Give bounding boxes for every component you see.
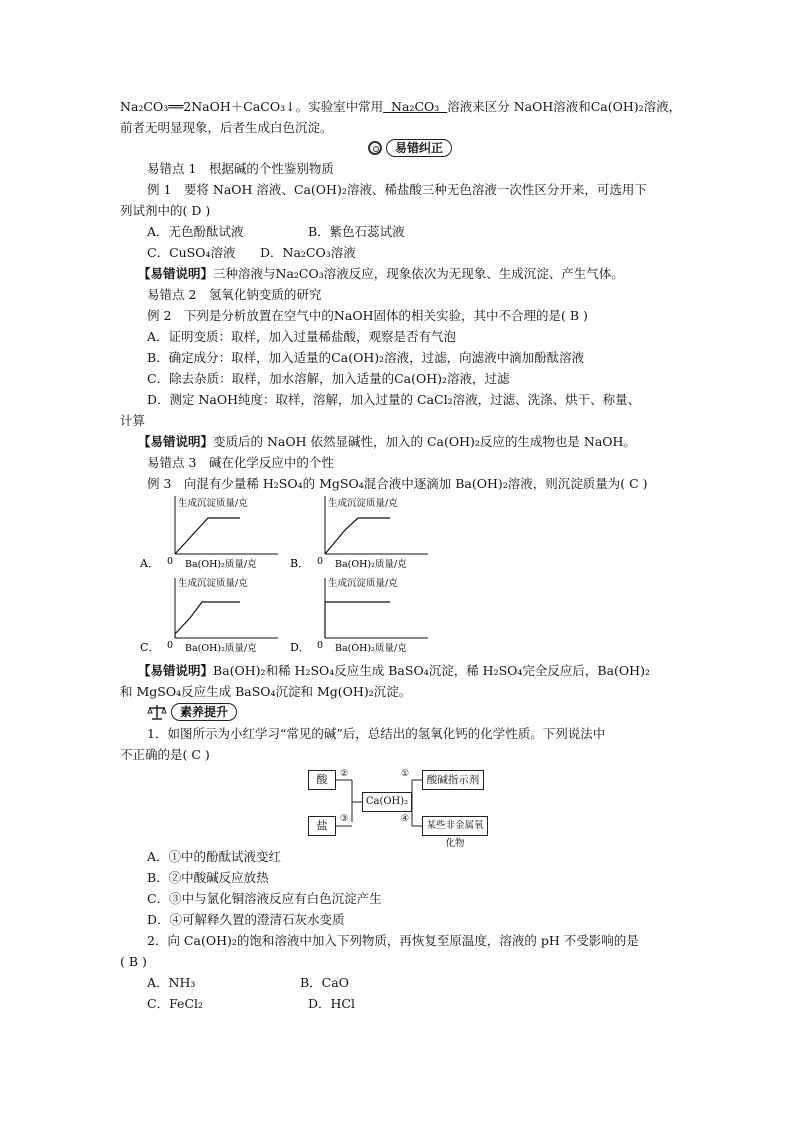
answer-blank [383,99,447,114]
graph-curve [325,518,390,554]
graph-label: B． [290,557,310,570]
example-1-option-c: C．CuSO₄溶液 [147,245,236,260]
graph-d [290,574,430,656]
diagram-salt: 盐 [308,816,336,836]
error-point-3-heading: 易错点 3 碱在化学反应中的个性 [147,455,334,470]
question-1-option-d: D．④可解释久置的澄清石灰水变质 [147,912,345,927]
example-1-stem: 例 1 要将 NaOH 溶液、Ca(OH)₂溶液、稀盐酸三种无色溶液一次性区分开来，可选用下 [147,182,647,197]
question-1-option-b: B．②中酸碱反应放热 [147,870,269,885]
question-1-option-c: C．③中与氯化铜溶液反应有白色沉淀产生 [147,891,382,906]
graph-y-axis-label: 生成沉淀质量/克 [178,578,248,589]
graph-x-axis-label: Ba(OH)₂质量/克 [335,643,407,654]
graph-y-axis-label: 生成沉淀质量/克 [328,578,398,589]
question-1-stem-cont: 不正确的是( C ) [120,747,210,762]
diagram-number-2: ② [340,769,349,779]
example-2-option-c: C．除去杂质：取样，加水溶解，加入适量的Ca(OH)₂溶液，过滤 [147,371,510,386]
example-2-option-d: D．测定 NaOH纯度：取样，溶解，加入过量的 CaCl₂溶液，过滤、洗涤、烘干、称量、 [147,392,641,407]
graph-curve [175,602,240,638]
graph-x-axis-label: Ba(OH)₂质量/克 [185,559,257,570]
graph-origin: 0 [167,556,174,567]
diagram-indicator: 酸碱指示剂 [422,770,484,790]
section-header-errors [368,139,452,157]
error-point-1-heading: 易错点 1 根据碱的个性鉴别物质 [147,161,334,176]
diagram-number-3: ③ [340,814,349,824]
graph-origin: 0 [317,640,324,651]
note-text: 三种溶液与Na₂CO₃溶液反应，现象依次为无现象、生成沉淀、产生气体。 [213,266,624,281]
diagram-acid: 酸 [308,770,336,790]
scale-icon [147,704,167,720]
graph-x-axis-label: Ba(OH)₂质量/克 [185,643,257,654]
example-1-stem-cont: 列试剂中的( D ) [120,203,211,218]
intro-equation: Na₂CO₃══2NaOH＋CaCO₃↓。实验室中常用 [120,99,384,114]
section-title-errors: 易错纠正 [386,139,452,157]
example-1-option-a: A．无色酚酞试液 [147,224,244,239]
graph-curve [175,518,240,554]
intro-tail: 溶液来区分 NaOH溶液和Ca(OH)₂溶液， [447,99,682,114]
note-label: 【易错说明】 [138,266,214,281]
spiral-icon [368,141,382,155]
example-3-note-cont: 和 MgSO₄反应生成 BaSO₄沉淀和 Mg(OH)₂沉淀。 [120,684,412,699]
graph-label: A． [140,557,159,570]
note-label: 【易错说明】 [138,663,214,678]
diagram-number-4: ④ [401,814,410,824]
diagram-center-caoh2: Ca(OH)₂ [362,792,412,812]
graph-c [140,574,280,656]
question-2-option-b: B．CaO [300,975,349,990]
graph-label: D． [290,641,310,654]
example-2-stem: 例 2 下列是分析放置在空气中的NaOH固体的相关实验，其中不合理的是( B ) [147,308,588,323]
example-1-option-b: B．紫色石蕊试液 [308,224,405,239]
intro-line-1 [120,98,681,116]
question-2-option-c: C．FeCl₂ [147,996,204,1011]
note-text: 变质后的 NaOH 依然显碱性，加入的 Ca(OH)₂反应的生成物也是 NaOH。 [213,434,636,449]
graph-origin: 0 [167,640,174,651]
graph-a [140,490,280,572]
section-header-improve [147,703,237,721]
diagram-number-1: ① [401,769,410,779]
properties-diagram [308,768,488,849]
graph-y-axis-label: 生成沉淀质量/克 [178,498,248,509]
note-label: 【易错说明】 [138,434,214,449]
example-3-stem: 例 3 向混有少量稀 H₂SO₄的 MgSO₄混合液中逐滴加 Ba(OH)₂溶液，则沉淀质量为( C ) [147,476,648,491]
example-1-option-d: D．Na₂CO₃溶液 [260,245,356,260]
question-2-stem: 2．向 Ca(OH)₂的饱和溶液中加入下列物质，再恢复至原温度，溶液的 pH 不受影响的是 [147,933,639,948]
example-1-note [138,265,624,283]
graph-label: C． [140,641,160,654]
section-title-improve: 素养提升 [171,703,237,721]
example-2-option-a: A．证明变质：取样，加入过量稀盐酸，观察是否有气泡 [147,329,457,344]
example-2-option-b: B．确定成分：取样，加入适量的Ca(OH)₂溶液，过滤，向滤液中滴加酚酞溶液 [147,350,585,365]
question-2-stem-cont: ( B ) [120,954,147,969]
question-2-option-d: D．HCl [308,996,355,1011]
note-text: Ba(OH)₂和稀 H₂SO₄反应生成 BaSO₄沉淀，稀 H₂SO₄完全反应后，Ba(OH)₂ [213,663,650,678]
diagram-oxide: 某些非金属氧化物 [422,816,488,836]
example-3-note [138,662,650,680]
graph-curve [325,602,390,638]
question-1-stem: 1．如图所示为小红学习“常见的碱”后，总结出的氢氧化钙的化学性质。下列说法中 [147,726,606,741]
graph-b [290,490,430,572]
answer-blank-value: Na₂CO₃ [391,99,440,114]
graph-y-axis-label: 生成沉淀质量/克 [328,498,398,509]
example-2-option-d-cont: 计算 [120,413,146,428]
question-2-option-a: A．NH₃ [147,975,196,990]
error-point-2-heading: 易错点 2 氢氧化钠变质的研究 [147,287,322,302]
question-1-option-a: A．①中的酚酞试液变红 [147,849,282,864]
example-2-note [138,433,636,451]
graph-origin: 0 [317,556,324,567]
intro-line-2: 前者无明显现象，后者生成白色沉淀。 [120,120,333,135]
graph-x-axis-label: Ba(OH)₂质量/克 [335,559,407,570]
